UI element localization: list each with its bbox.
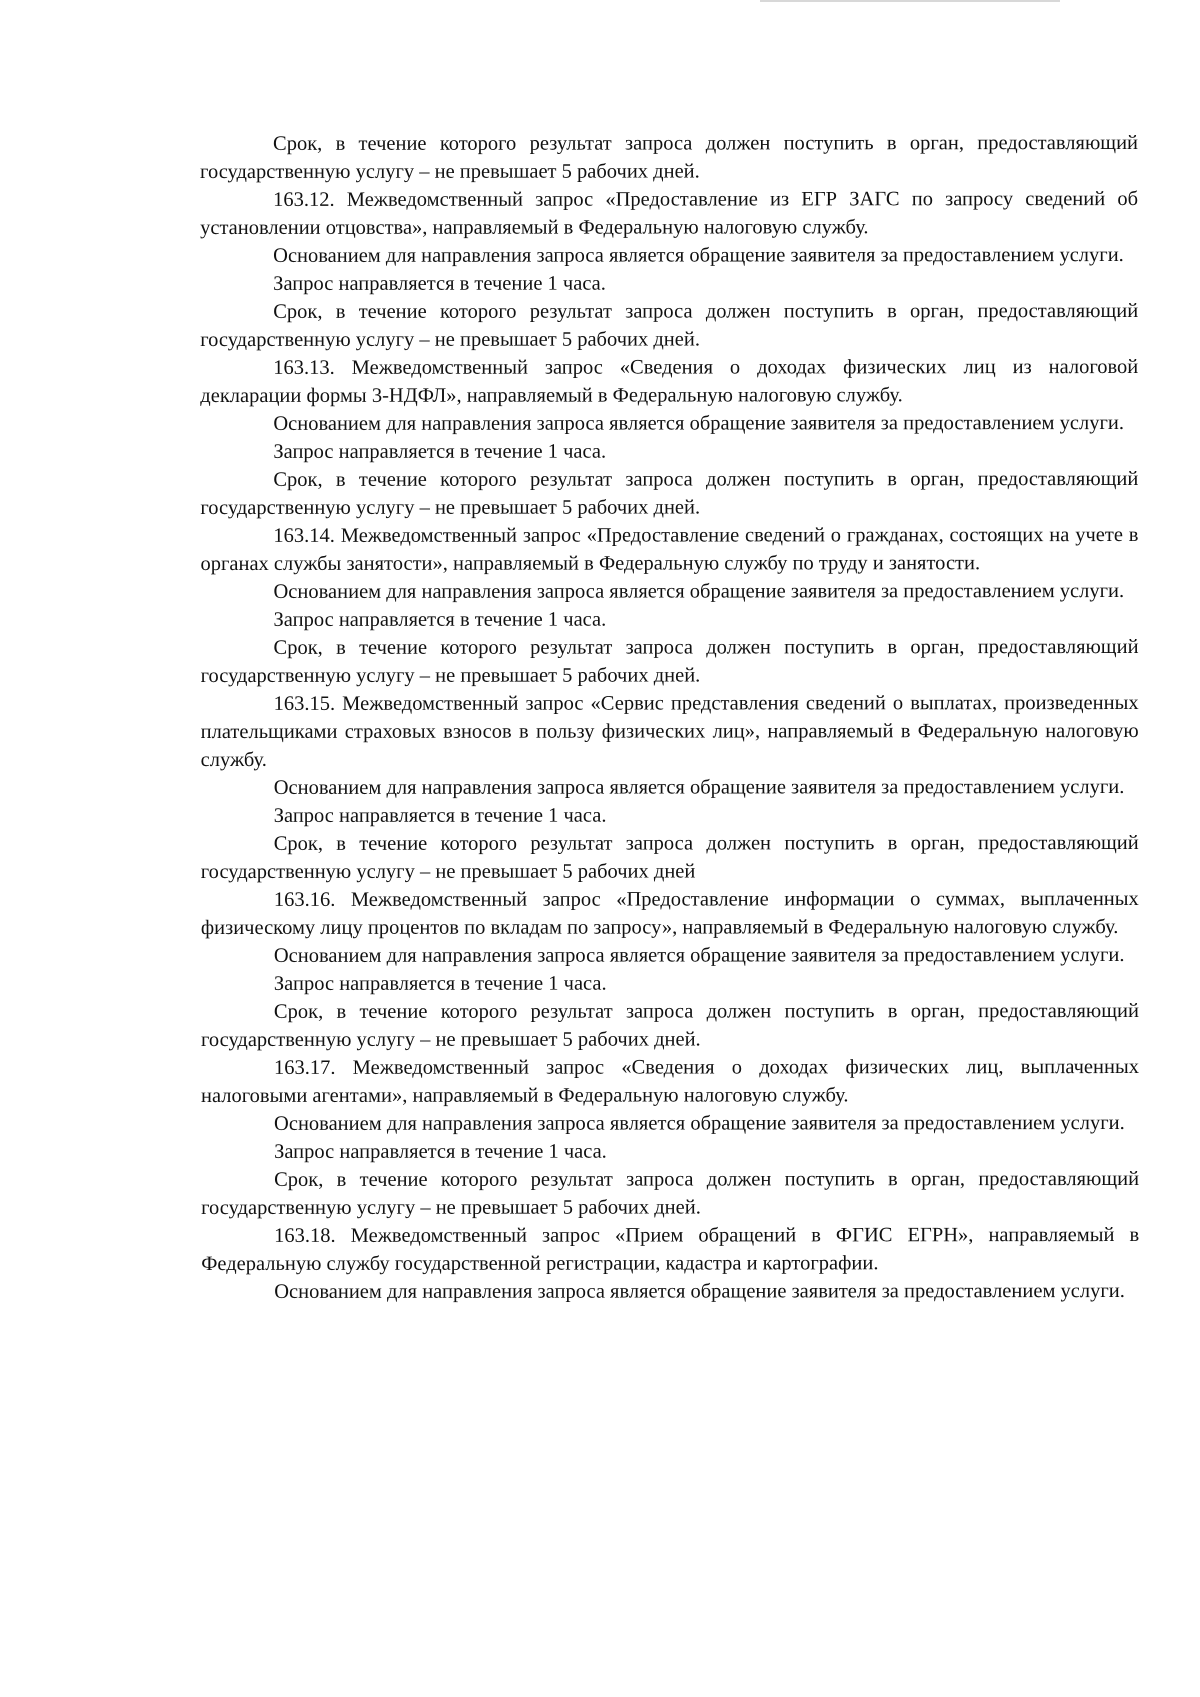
paragraph-item-163-15: 163.15. Межведомственный запрос «Сервис представления сведений о выплатах, произведенных плательщиками страховых взносов в пользу физических лиц», направляемый в Федеральную налоговую службу.: [200, 692, 1139, 771]
paragraph-item-163-17: 163.17. Межведомственный запрос «Сведения о доходах физических лиц, выплаченных налоговыми агентами», направляемый в Федеральную налоговую службу.: [201, 1056, 1139, 1107]
paragraph-request-time: Запрос направляется в течение 1 часа.: [274, 1140, 607, 1163]
paragraph-basis: Основанием для направления запроса является обращение заявителя за предоставлением услуги.: [273, 244, 1124, 267]
paragraph-request-time: Запрос направляется в течение 1 часа.: [273, 608, 607, 631]
paragraph-deadline: Срок, в течение которого результат запроса должен поступить в орган, предоставляющий государственную услугу – не превышает 5 рабочих дней.: [200, 1000, 1139, 1051]
paragraph-request-time: Запрос направляется в течение 1 часа.: [273, 272, 606, 295]
paragraph-basis: Основанием для направления запроса является обращение заявителя за предоставлением услуги.: [273, 944, 1125, 967]
paragraph-basis: Основанием для направления запроса является обращение заявителя за предоставлением услуги.: [273, 776, 1125, 799]
paragraph-basis: Основанием для направления запроса является обращение заявителя за предоставлением услуги.: [274, 1112, 1125, 1135]
paragraph-deadline: Срок, в течение которого результат запроса должен поступить в орган, предоставляющий государственную услугу – не превышает 5 рабочих дней.: [200, 468, 1139, 519]
document-body: [200, 129, 1139, 1306]
paragraph-item-163-18: 163.18. Межведомственный запрос «Прием обращений в ФГИС ЕГРН», направляемый в Федеральную службу государственной регистрации, кадастра и картографии.: [201, 1224, 1140, 1275]
paragraph-basis: Основанием для направления запроса является обращение заявителя за предоставлением услуги.: [273, 580, 1125, 603]
paragraph-request-time: Запрос направляется в течение 1 часа.: [273, 972, 607, 995]
paragraph-item-163-16: 163.16. Межведомственный запрос «Предоставление информации о суммах, выплаченных физическому лицу процентов по вкладам по запросу», направляемый в Федеральную налоговую службу.: [200, 888, 1139, 939]
paragraph-deadline: Срок, в течение которого результат запроса должен поступить в орган, предоставляющий государственную услугу – не превышает 5 рабочих дней.: [200, 300, 1139, 351]
paragraph-item-163-12: 163.12. Межведомственный запрос «Предоставление из ЕГР ЗАГС по запросу сведений об установлении отцовства», направляемый в Федеральную налоговую службу.: [200, 188, 1139, 239]
paragraph-item-163-13: 163.13. Межведомственный запрос «Сведения о доходах физических лиц из налоговой декларации формы 3-НДФЛ», направляемый в Федеральную налоговую службу.: [200, 356, 1139, 407]
paragraph-deadline: Срок, в течение которого результат запроса должен поступить в орган, предоставляющий государственную услугу – не превышает 5 рабочих дней.: [201, 1168, 1140, 1219]
paragraph-request-time: Запрос направляется в течение 1 часа.: [273, 440, 607, 463]
paragraph-deadline: Срок, в течение которого результат запроса должен поступить в орган, предоставляющий государственную услугу – не превышает 5 рабочих дней.: [200, 636, 1139, 687]
paragraph-request-time: Запрос направляется в течение 1 часа.: [273, 804, 607, 827]
paragraph-basis: Основанием для направления запроса является обращение заявителя за предоставлением услуги.: [274, 1280, 1125, 1303]
paragraph-deadline: Срок, в течение которого результат запроса должен поступить в орган, предоставляющий государственную услугу – не превышает 5 рабочих дней.: [200, 132, 1139, 183]
paragraph-basis: Основанием для направления запроса является обращение заявителя за предоставлением услуги.: [273, 412, 1124, 435]
paragraph-item-163-14: 163.14. Межведомственный запрос «Предоставление сведений о гражданах, состоящих на учете в органах службы занятости», направляемый в Федеральную службу по труду и занятости.: [200, 524, 1139, 575]
scan-edge-mark: [760, 0, 1060, 2]
paragraph-deadline: Срок, в течение которого результат запроса должен поступить в орган, предоставляющий государственную услугу – не превышает 5 рабочих дней: [200, 832, 1139, 883]
